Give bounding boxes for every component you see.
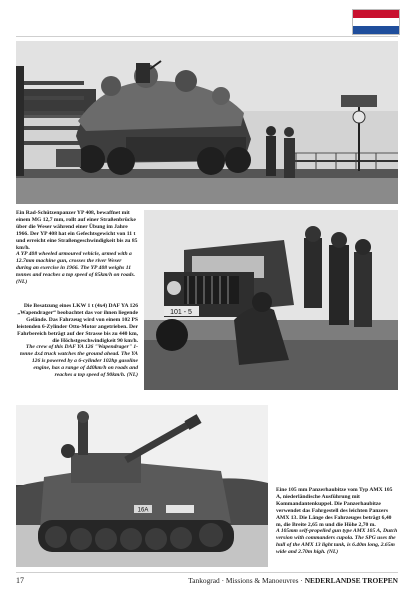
series-name: Tankograd · Missions & Manoeuvres · xyxy=(188,576,305,585)
flag-stripe-blue xyxy=(353,26,399,34)
amx-photo-drawing xyxy=(16,405,268,567)
caption-ypr408-english: A YP 408 wheeled armoured vehicle, armed with a 12.7mm machine gun, crosses the river Weser during an exercise in 1966. The YP 408 weighs 11 tonnes and reaches a top speed of 85km/h on roads. (NL) xyxy=(16,251,136,286)
ypr408-photo-drawing xyxy=(16,41,398,204)
netherlands-flag-icon xyxy=(352,9,400,35)
caption-daf-german: Die Besatzung eines LKW 1 t (4x4) DAF YA 126 „Wapendrager“ beobachtet das vor ihnen liegende Gelände. Das Fahrzeug wird von einem 102 PS leistenden 6-Zylinder Otto-Motor angetrieben. Der Fahrbereich beträgt auf der Strasse bis zu 440 km, die Höchstgeschwindigkeit 90 km/h. xyxy=(16,303,138,344)
caption-ypr408-german: Ein Rad-Schützenpanzer YP 408, bewaffnet mit einem MG 12,7 mm, rollt auf einer Straßenbrücke über die Weser während einer Übung im Jahre 1966. Der YP 408 hat ein Gefechtsgewicht von 11 t und erreicht eine Straßengeschwindigkeit bis zu 85 km/h. xyxy=(16,210,138,251)
caption-amx-german: Eine 105 mm Panzerhaubitze vom Typ AMX 105 A, niederländische Ausführung mit Kommandantenkuppel. Die Panzerhaubitze verwendet das Fahrgestell des leichten Panzers AMX 13. Die Länge des Fahrzeuges beträgt 6,40 m, die Breite 2,65 m und die Höhe 2,70 m. xyxy=(276,487,393,528)
book-title: NEDERLANDSE TROEPEN xyxy=(304,576,398,585)
caption-amx-english: A 105mm self-propelled gun type AMX 105 A, Dutch version with commanders cupola. The SPG uses the hull of the AMX 13 light tank, is 6.40m long, 2.65m wide and 2.70m high. (NL) xyxy=(276,528,398,556)
caption-ypr408 xyxy=(16,210,138,286)
caption-amx xyxy=(276,487,398,556)
page-number: 17 xyxy=(16,576,24,585)
photo-ypr408-bridge xyxy=(16,41,398,204)
flag-stripe-white xyxy=(353,18,399,26)
caption-daf-english: The crew of this DAF YA 126 "Wapendrager" 1-tonne 4x4 truck watches the ground ahead. The YA 126 is powered by a 6-cylinder 102hp gasoline engine, has a range of 440km/h on roads and reaches a top speed of 90km/h. (NL) xyxy=(19,344,138,379)
flag-stripe-red xyxy=(353,10,399,18)
amx-marking: 16A xyxy=(137,507,149,514)
photo-amx-105a xyxy=(16,405,268,567)
header-rule xyxy=(16,36,398,37)
running-footer xyxy=(188,576,398,585)
photo-daf-truck xyxy=(144,210,398,390)
caption-daf xyxy=(16,303,138,379)
daf-plate: 101 - 5 xyxy=(170,309,192,316)
footer-rule xyxy=(16,572,398,573)
daf-photo-drawing xyxy=(144,210,398,390)
